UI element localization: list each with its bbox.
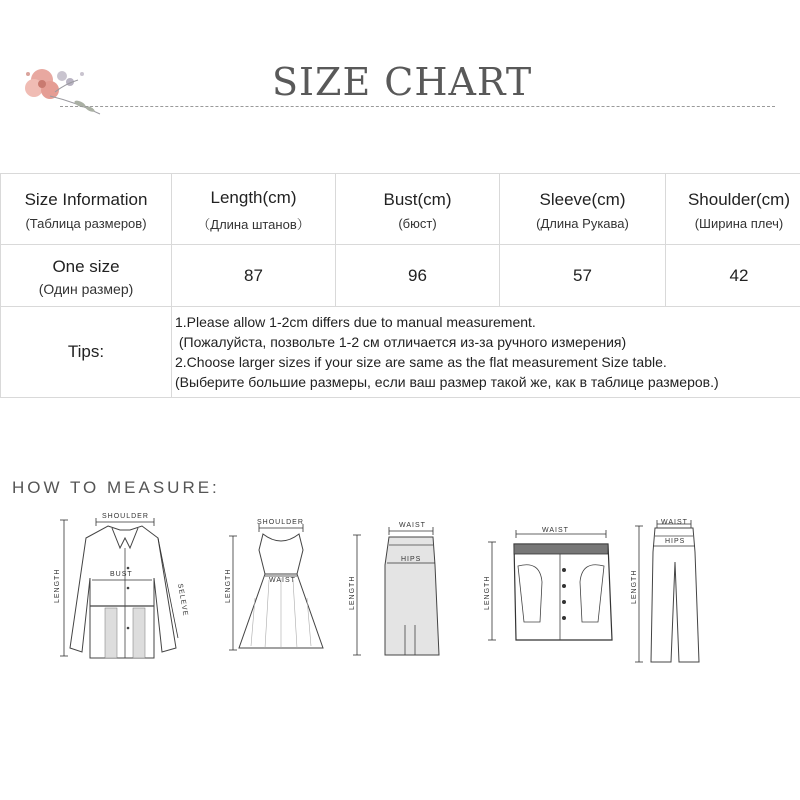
value-bust: 96 bbox=[336, 245, 500, 307]
label-waist: WAIST bbox=[661, 519, 688, 526]
title-divider bbox=[60, 106, 775, 107]
value-sleeve: 57 bbox=[500, 245, 666, 307]
label-selevee: SELEVE bbox=[176, 583, 189, 618]
shorts-figure bbox=[480, 522, 620, 652]
skirt-figure bbox=[345, 515, 445, 665]
coat-figure bbox=[50, 508, 200, 668]
tips-row bbox=[1, 307, 800, 398]
value-shoulder: 42 bbox=[666, 245, 800, 307]
label-shoulder: SHOULDER bbox=[102, 513, 149, 520]
size-table bbox=[0, 173, 800, 398]
tip-line: (Выберите большие размеры, если ваш размер такой же, как в таблице размеров.) bbox=[175, 374, 719, 390]
header bbox=[0, 0, 800, 130]
header-main: Size Information bbox=[24, 189, 148, 209]
header-main: Bust(cm) bbox=[383, 189, 452, 209]
table-header-row bbox=[1, 174, 800, 245]
header-sub: (Таблица размеров) bbox=[25, 215, 147, 231]
tips-label: Tips: bbox=[1, 307, 172, 398]
label-waist: WAIST bbox=[399, 522, 426, 529]
header-cell-shoulder bbox=[666, 174, 800, 245]
label-shoulder: SHOULDER bbox=[257, 519, 304, 526]
header-sub: (Ширина плеч) bbox=[694, 215, 784, 231]
row-label-main: One size bbox=[52, 256, 120, 276]
header-cell-length bbox=[172, 174, 336, 245]
tip-line: (Пожалуйста, позвольте 1-2 см отличается из-за ручного измерения) bbox=[175, 334, 627, 350]
table-row bbox=[1, 245, 800, 307]
header-sub: (Длина Рукава) bbox=[536, 215, 629, 231]
header-cell-sleeve bbox=[500, 174, 666, 245]
label-hips: HIPS bbox=[665, 538, 686, 545]
label-length: LENGTH bbox=[225, 568, 232, 603]
tip-line: 1.Please allow 1-2cm differs due to manual measurement. bbox=[175, 314, 536, 330]
label-hips: HIPS bbox=[401, 556, 422, 563]
label-length: LENGTH bbox=[54, 568, 61, 603]
header-main: Shoulder(cm) bbox=[687, 189, 791, 209]
how-to-measure-heading: HOW TO MEASURE: bbox=[12, 478, 220, 497]
header-sub: (бюст) bbox=[398, 215, 437, 231]
header-cell-size-info bbox=[1, 174, 172, 245]
pants-figure bbox=[625, 512, 715, 672]
header-main: Length(cm) bbox=[210, 187, 297, 207]
label-waist: WAIST bbox=[269, 577, 296, 584]
header-main: Sleeve(cm) bbox=[539, 189, 626, 209]
header-sub: （Длина штанов） bbox=[197, 216, 310, 232]
value-length: 87 bbox=[172, 245, 336, 307]
row-label-sub: (Один размер) bbox=[38, 280, 134, 297]
label-length: LENGTH bbox=[484, 575, 491, 610]
page-title: SIZE CHART bbox=[272, 60, 533, 104]
tip-line: 2.Choose larger sizes if your size are same as the flat measurement Size table. bbox=[175, 354, 667, 370]
flower-decoration-icon bbox=[20, 62, 105, 117]
label-bust: BUST bbox=[110, 571, 133, 578]
label-length: LENGTH bbox=[349, 575, 356, 610]
label-waist: WAIST bbox=[542, 527, 569, 534]
tips-text bbox=[172, 307, 800, 398]
header-cell-bust bbox=[336, 174, 500, 245]
row-label-cell bbox=[1, 245, 172, 307]
label-length: LENGTH bbox=[631, 569, 638, 604]
dress-figure bbox=[225, 508, 335, 658]
